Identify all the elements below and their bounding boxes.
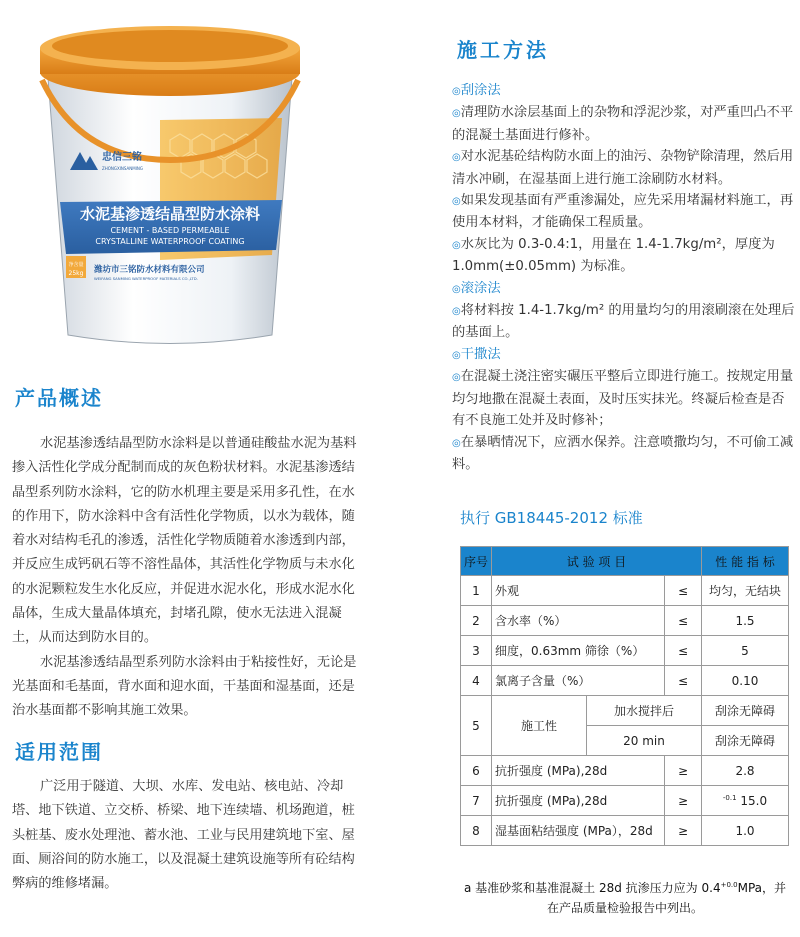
overview-paragraph-2: 水泥基渗透结晶型系列防水涂料由于粘接性好，无论是光基面和毛基面，背水面和迎水面，干基面和湿基面，还是治水基面都不影响其施工效果。 <box>12 654 357 719</box>
header-item: 试 验 项 目 <box>492 547 702 576</box>
product-name-en-2: CRYSTALLINE WATERPROOF COATING <box>95 237 245 246</box>
table-row: 4 氯离子含量（%） ≤ 0.10 <box>461 666 789 696</box>
method-title: 施工方法 <box>457 38 549 62</box>
spec-table <box>460 546 789 846</box>
method-step: ◎水灰比为 0.3-0.4:1，用量在 1.4-1.7kg/m²，厚度为 1.0mm(±0.05mm) 为标准。 <box>452 236 775 275</box>
standard-title: 执行 GB18445-2012 标准 <box>460 509 643 527</box>
bullet-icon: ◎ <box>452 239 461 251</box>
bullet-icon: ◎ <box>452 196 461 208</box>
bullet-icon: ◎ <box>452 152 461 164</box>
table-row: 3 细度，0.63mm 筛徐（%） ≤ 5 <box>461 636 789 666</box>
table-header-row <box>461 547 789 576</box>
method-sub-roll: ◎滚涂法 <box>452 280 501 296</box>
method-section <box>452 80 797 475</box>
product-name-cn: 水泥基渗透结晶型防水涂料 <box>79 205 261 223</box>
bullet-icon: ◎ <box>452 86 461 97</box>
method-step: ◎在混凝土浇注密实碾压平整后立即进行施工。按规定用量均匀地撒在混凝土表面，及时压实抹光。终凝后检查是否有不良施工处并及时修补； <box>452 369 794 429</box>
table-row: 6 抗折强度 (MPa),28d ≥ 2.8 <box>461 756 789 786</box>
brand-name-en: ZHONGXINSANMING <box>102 166 143 171</box>
method-step: ◎在暴晒情况下，应洒水保养。注意喷撒均匀，不可偷工减料。 <box>452 434 794 472</box>
table-row: 2 含水率（%） ≤ 1.5 <box>461 606 789 636</box>
standard-note: a 基准砂浆和基准混凝土 28d 抗渗压力应为 $0.4^{+0.0}MPa$，并 在产品质量检验报告中列出。 <box>464 881 786 915</box>
bullet-icon: ◎ <box>452 372 461 384</box>
bullet-icon: ◎ <box>452 283 461 295</box>
bullet-icon: ◎ <box>452 437 461 449</box>
header-no: 序号 <box>461 547 492 576</box>
table-row: 5 施工性 加水搅拌后 刮涂无障碍 <box>461 696 789 726</box>
bullet-icon: ◎ <box>452 306 461 318</box>
bullet-icon: ◎ <box>452 349 461 361</box>
scope-paragraph: 广泛用于隧道、大坝、水库、发电站、核电站、冷却塔、地下铁道、立交桥、桥梁、地下连续墙、机场跑道，桩头桩基、废水处理池、蓄水池、工业与民用建筑地下室、屋面、厕浴间的防水施工，以及混凝土建筑设施等所有砼结构弊病的维修堵漏。 <box>12 779 355 892</box>
scope-title: 适用范围 <box>15 740 103 764</box>
method-sub-dry: ◎干撒法 <box>452 346 501 362</box>
method-step: ◎将材料按 1.4-1.7kg/m² 的用量均匀的用滚刷滚在处理后的基面上。 <box>452 303 795 341</box>
overview-paragraph-1: 水泥基渗透结晶型防水涂料是以普通硅酸盐水泥为基料掺入活性化学成分配制而成的灰色粉状材料。水泥基渗透结晶型系列防水涂料，它的防水机理主要是采用多孔性，在水的作用下，防水涂料中含有活性化学物质，以水为载体，随着水对结构毛孔的渗透，活性化学物质随着水渗透到内部，并反应生成钙矾石等不溶性晶体，其活性化学物质与未水化的水泥颗粒发生水化反应，并促进水泥水化，形成水泥水化晶体，生成大量晶体填充，封堵孔隙，使水无法进入混凝土，从而达到防水目的。 <box>12 436 357 646</box>
product-name-en-1: CEMENT - BASED PERMEABLE <box>110 226 230 235</box>
method-step: ◎如果发现基面有严重渗漏处，应先采用堵漏材料施工，再使用本材料，才能确保工程质量。 <box>452 193 794 231</box>
header-spec: 性 能 指 标 <box>702 547 789 576</box>
brand-name: 忠信三铭 <box>102 152 142 163</box>
table-row: 20 min 刮涂无障碍 <box>461 726 789 756</box>
bullet-icon: ◎ <box>452 108 461 120</box>
method-step: ◎清理防水涂层基面上的杂物和浮泥沙浆，对严重凹凸不平的混凝土基面进行修补。 <box>452 105 794 143</box>
method-step: ◎对水泥基砼结构防水面上的油污、杂物铲除清理，然后用清水冲刷，在湿基面上进行施工涂刷防水材料。 <box>452 149 794 187</box>
product-bucket-image <box>20 10 320 355</box>
weight-label: 净含量 <box>68 262 84 268</box>
overview-title: 产品概述 <box>15 386 103 410</box>
scope-section <box>12 775 360 896</box>
company-name: 潍坊市三铭防水材料有限公司 <box>94 265 205 275</box>
table-row: 7 抗折强度 (MPa),28d ≥ $^{-0.1}$ 15.0 <box>461 786 789 816</box>
company-name-en: WEIFANG SANMING WATERPROOF MATERIALS CO.,LTD. <box>94 276 198 281</box>
table-row: 1 外观 ≤ 均匀，无结块 <box>461 576 789 606</box>
method-sub-scrape: ◎刮涂法 <box>452 83 501 98</box>
overview-section <box>12 432 360 724</box>
weight-value: 25kg <box>68 270 84 277</box>
table-row: 8 湿基面粘结强度 (MPa），28d ≥ 1.0 <box>461 816 789 846</box>
